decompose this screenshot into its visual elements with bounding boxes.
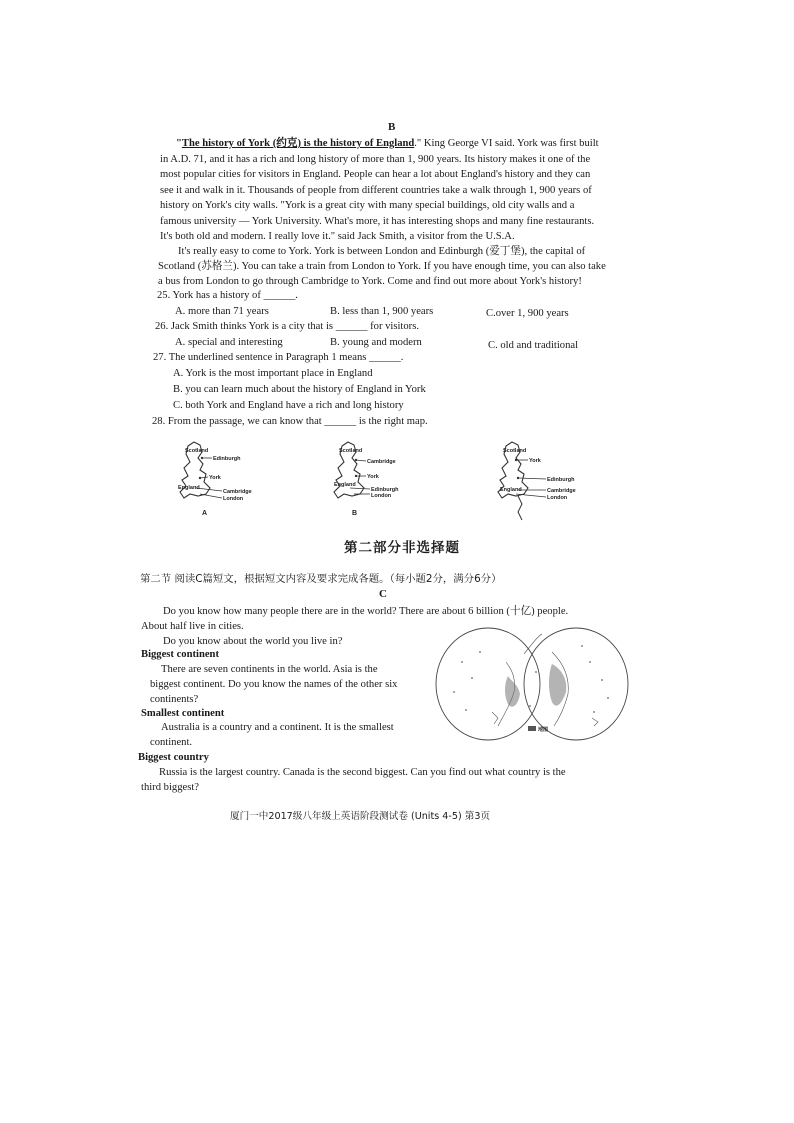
map-c-label-scotland: Scotland	[503, 448, 527, 454]
map-b-label-london: London	[371, 493, 392, 499]
part-two-heading: 第二部分非选择题	[344, 540, 460, 556]
world-map-graphic	[432, 622, 632, 748]
q27-option-a: A. York is the most important place in England	[173, 368, 373, 379]
heading-smallest-continent: Smallest continent	[141, 708, 225, 719]
section-two-instruction: 第二节 阅读C篇短文，根据短文内容及要求完成各题。（每小题2分，满分6分）	[140, 573, 502, 585]
world-map-image	[432, 622, 632, 748]
map-a-letter: A	[202, 510, 208, 517]
map-a-label-england: England	[178, 485, 200, 491]
map-b-label-york: York	[367, 474, 379, 480]
country-line: third biggest?	[141, 782, 199, 793]
map-c-label-edinburgh: Edinburgh	[547, 477, 575, 483]
para1-line: in A.D. 71, and it has a rich and long history of more than 1, 900 years. Its history makes it one of the	[160, 154, 591, 165]
para2-line-first: It's really easy to come to York. York is between London and Edinburgh (爱丁堡), the capital of	[178, 246, 586, 257]
para2-line: a bus from London to go through Cambridge to York. Come and find out more about York's history!	[158, 276, 582, 287]
q27-option-c: C. both York and England have a rich and long history	[173, 400, 404, 411]
underlined-sentence: The history of York (约克) is the history of England	[181, 138, 415, 149]
country-line: Russia is the largest country. Canada is the second biggest. Can you find out what country is the	[159, 767, 566, 778]
map-a-label-london: London	[223, 496, 244, 502]
smallest-line: Australia is a country and a continent. It is the smallest	[161, 722, 394, 733]
para1-line: most popular cities for visitors in England. People can hear a lot about England's history and they can	[160, 169, 591, 181]
map-a-label-cambridge: Cambridge	[223, 489, 252, 495]
para1-line: see it and walk in it. Thousands of people from different countries take a walk through 1, 900 years of	[160, 184, 592, 196]
q26-stem: 26. Jack Smith thinks York is a city that is ______ for visitors.	[155, 321, 419, 332]
map-a-label-york: York	[209, 475, 221, 481]
uk-map-b-graphic	[330, 436, 440, 518]
continent-line: continents?	[150, 694, 199, 705]
map-a-label-edinburgh: Edinburgh	[213, 456, 241, 462]
para1-line: famous university — York University. What's more, it has interesting shops and many fine restaurants.	[160, 215, 595, 227]
map-b-label-edinburgh: Edinburgh	[371, 487, 399, 493]
open-quote: "	[176, 138, 182, 149]
q27-stem: 27. The underlined sentence in Paragraph 1 means ______.	[153, 352, 404, 363]
section-c-intro-line: About half live in cities.	[141, 621, 244, 632]
map-b-label-scotland: Scotland	[339, 448, 363, 454]
q25-option-c: C.over 1, 900 years	[486, 308, 569, 319]
q27-option-b: B. you can learn much about the history of England in York	[173, 384, 426, 395]
q28-stem: 28. From the passage, we can know that ______ is the right map.	[152, 416, 428, 427]
q25-option-b: B. less than 1, 900 years	[330, 306, 434, 317]
heading-biggest-country: Biggest country	[138, 752, 209, 763]
map-option-c	[494, 436, 604, 524]
smallest-line: continent.	[150, 737, 193, 748]
continent-line: There are seven continents in the world. Asia is the	[161, 664, 378, 675]
heading-biggest-continent: Biggest continent	[141, 649, 219, 660]
q26-option-c: C. old and traditional	[488, 340, 579, 351]
uk-map-c-graphic	[494, 436, 604, 524]
section-c-intro-line: Do you know about the world you live in?	[163, 636, 343, 647]
q26-option-a: A. special and interesting	[175, 337, 283, 348]
para1-body	[160, 152, 618, 244]
map-b-label-england: England	[334, 482, 356, 488]
world-map-caption: 地图	[538, 727, 549, 733]
para1-first-line-rest: ." King George VI said. York was first built	[414, 138, 599, 149]
map-b-letter: B	[352, 510, 358, 517]
q25-option-a: A. more than 71 years	[175, 306, 269, 317]
para1-first-line	[176, 136, 599, 151]
uk-map-a-graphic	[176, 436, 286, 518]
para1-line: It's both old and modern. I really love it." said Jack Smith, a visitor from the U.S.A.	[160, 231, 515, 243]
q25-stem: 25. York has a history of ______.	[157, 290, 298, 301]
map-option-a	[176, 436, 286, 518]
q26-option-b: B. young and modern	[330, 337, 422, 348]
page-footer: 厦门一中2017级八年级上英语阶段测试卷 (Units 4-5) 第3页	[230, 811, 491, 822]
map-option-b	[330, 436, 440, 518]
section-c-letter: C	[379, 588, 387, 600]
map-c-label-england: England	[500, 487, 522, 493]
map-b-label-cambridge: Cambridge	[367, 459, 396, 465]
map-a-label-scotland: Scotland	[185, 448, 209, 454]
section-b-letter: B	[388, 121, 396, 133]
map-c-label-cambridge: Cambridge	[547, 488, 576, 494]
section-c-intro-line: Do you know how many people there are in the world? There are about 6 billion (十亿) people.	[163, 606, 569, 617]
map-c-label-york: York	[529, 458, 541, 464]
continent-line: biggest continent. Do you know the names of the other six	[150, 679, 398, 690]
para1-line: history on York's city walls. "York is a great city with many special buildings, old city walls and a	[160, 200, 575, 212]
para2-line: Scotland (苏格兰). You can take a train from London to York. If you have enough time, you can also take	[158, 261, 606, 272]
map-c-label-london: London	[547, 495, 568, 501]
